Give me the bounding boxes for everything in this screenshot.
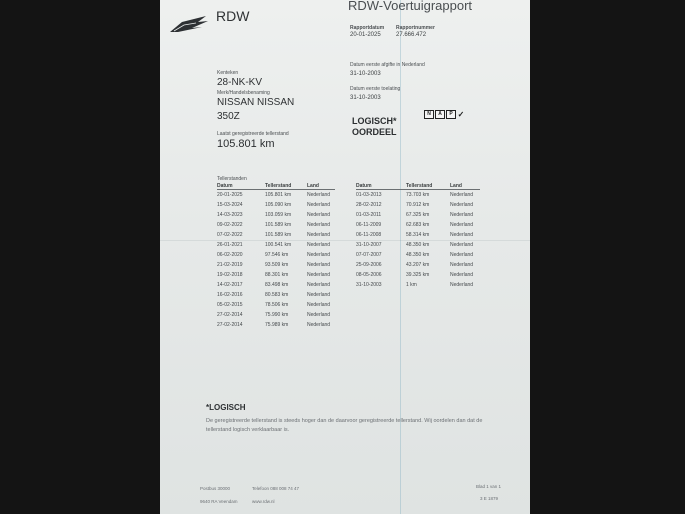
first-issue-label: Datum eerste afgifte in Nederland xyxy=(350,62,425,68)
row-odometer: 88.301 km xyxy=(265,272,289,278)
table-row xyxy=(217,280,335,290)
row-date: 15-03-2024 xyxy=(217,202,243,208)
footnote-title: *LOGISCH xyxy=(206,403,246,412)
table-row xyxy=(217,240,335,250)
model-value: 350Z xyxy=(217,111,240,122)
nap-letter-a: A xyxy=(435,110,445,119)
table-row xyxy=(356,250,480,260)
row-date: 27-02-2014 xyxy=(217,312,243,318)
row-country: Nederland xyxy=(307,272,331,278)
row-country: Nederland xyxy=(307,312,331,318)
row-date: 31-10-2003 xyxy=(356,282,382,288)
row-country: Nederland xyxy=(307,262,331,268)
row-country: Nederland xyxy=(450,272,474,278)
verdict xyxy=(352,116,397,138)
row-odometer: 43.207 km xyxy=(406,262,430,268)
table-row xyxy=(356,190,480,201)
row-country: Nederland xyxy=(450,222,474,228)
row-date: 14-02-2017 xyxy=(217,282,243,288)
table-row xyxy=(217,310,335,320)
plate-value: 28-NK-KV xyxy=(217,77,263,88)
row-date: 07-07-2007 xyxy=(356,252,382,258)
row-country: Nederland xyxy=(307,202,331,208)
table-row xyxy=(356,260,480,270)
plate-label: Kenteken xyxy=(217,70,239,76)
row-date: 05-02-2015 xyxy=(217,302,243,308)
first-admission-date: 31-10-2003 xyxy=(350,95,381,101)
col-datum: Datum xyxy=(217,182,265,190)
table-row xyxy=(356,210,480,220)
row-odometer: 93.509 km xyxy=(265,262,289,268)
odometer-table-right xyxy=(356,182,480,290)
row-date: 06-02-2020 xyxy=(217,252,243,258)
document-title: RDW-Voertuigrapport xyxy=(348,0,473,13)
odometer-history-label: Tellerstanden xyxy=(217,176,247,182)
footer-address: 9640 RA Veendam xyxy=(200,499,238,504)
odometer-label: Laatst geregistreerde tellerstand xyxy=(217,131,289,137)
row-country: Nederland xyxy=(450,242,474,248)
row-date: 31-10-2007 xyxy=(356,242,382,248)
row-country: Nederland xyxy=(307,232,331,238)
row-date: 08-05-2006 xyxy=(356,272,382,278)
first-issue-date: 31-10-2003 xyxy=(350,71,381,77)
col-tellerstand: Tellerstand xyxy=(406,182,450,190)
nap-letter-n: N xyxy=(424,110,434,119)
row-odometer: 39.325 km xyxy=(406,272,430,278)
row-odometer: 75.989 km xyxy=(265,322,289,328)
row-odometer: 48.350 km xyxy=(406,242,430,248)
row-country: Nederland xyxy=(307,212,331,218)
row-country: Nederland xyxy=(307,242,331,248)
table-row xyxy=(217,220,335,230)
row-odometer: 75.990 km xyxy=(265,312,289,318)
table-row xyxy=(356,280,480,290)
row-date: 14-03-2023 xyxy=(217,212,243,218)
verdict-line-1: LOGISCH* xyxy=(352,116,397,126)
table-row xyxy=(217,300,335,310)
footer-website: www.rdw.nl xyxy=(252,499,275,504)
nap-letter-p: P xyxy=(446,110,456,119)
row-date: 01-03-2011 xyxy=(356,212,382,218)
report-number: 27.666.472 xyxy=(396,32,427,38)
row-country: Nederland xyxy=(307,302,331,308)
report-date: 20-01-2025 xyxy=(350,32,381,38)
row-date: 19-02-2018 xyxy=(217,272,243,278)
table-row xyxy=(217,320,335,330)
row-country: Nederland xyxy=(307,252,331,258)
row-odometer: 48.350 km xyxy=(406,252,430,258)
nap-badge xyxy=(424,110,465,119)
row-country: Nederland xyxy=(307,222,331,228)
table-row xyxy=(217,290,335,300)
col-datum: Datum xyxy=(356,182,406,190)
odometer-value: 105.801 km xyxy=(217,138,275,150)
table-row xyxy=(217,260,335,270)
row-country: Nederland xyxy=(450,192,474,198)
row-date: 16-02-2016 xyxy=(217,292,243,298)
row-country: Nederland xyxy=(450,282,474,288)
row-country: Nederland xyxy=(450,202,474,208)
row-odometer: 83.498 km xyxy=(265,282,289,288)
brand-name: RDW xyxy=(216,8,250,24)
col-land: Land xyxy=(450,182,480,190)
footnote-text: De geregistreerde tellerstand is steeds hoger dan de daarvoor geregistreerde tellerstand. Wij oordelen dan dat de tellerstand logisch verklaarbaar is. xyxy=(206,418,483,433)
row-country: Nederland xyxy=(307,322,331,328)
row-date: 25-09-2006 xyxy=(356,262,382,268)
table-row xyxy=(217,210,335,220)
row-odometer: 70.912 km xyxy=(406,202,430,208)
footer-code: 3 E 1879 xyxy=(480,496,499,501)
footer-page: Blad 1 van 1 xyxy=(476,484,502,489)
col-tellerstand: Tellerstand xyxy=(265,182,307,190)
table-row xyxy=(217,250,335,260)
row-country: Nederland xyxy=(307,282,331,288)
table-row xyxy=(217,230,335,240)
table-row xyxy=(356,270,480,280)
table-row xyxy=(356,240,480,250)
row-date: 06-11-2008 xyxy=(356,232,382,238)
check-icon: ✓ xyxy=(457,110,465,119)
row-odometer: 105.090 km xyxy=(265,202,292,208)
row-date: 27-02-2014 xyxy=(217,322,243,328)
make-value: NISSAN NISSAN xyxy=(217,97,295,108)
report-page xyxy=(160,0,530,514)
row-country: Nederland xyxy=(450,252,474,258)
row-date: 01-03-2013 xyxy=(356,192,382,198)
row-odometer: 97.546 km xyxy=(265,252,289,258)
table-row xyxy=(217,200,335,210)
row-date: 26-01-2021 xyxy=(217,242,243,248)
verdict-line-2: OORDEEL xyxy=(352,127,397,137)
table-row xyxy=(356,200,480,210)
rdw-logo-icon xyxy=(168,12,210,39)
row-odometer: 105.801 km xyxy=(265,192,292,198)
row-date: 20-01-2025 xyxy=(217,192,243,198)
footer-postbus: Postbus 30000 xyxy=(200,486,231,491)
report-number-label: Rapportnummer xyxy=(396,25,435,31)
row-odometer: 80.583 km xyxy=(265,292,289,298)
row-odometer: 62.683 km xyxy=(406,222,430,228)
row-country: Nederland xyxy=(450,262,474,268)
make-label: Merk/Handelsbenaming xyxy=(217,90,270,96)
row-date: 06-11-2009 xyxy=(356,222,382,228)
row-date: 07-02-2022 xyxy=(217,232,243,238)
row-country: Nederland xyxy=(450,232,474,238)
row-odometer: 78.506 km xyxy=(265,302,289,308)
row-odometer: 101.589 km xyxy=(265,232,292,238)
row-odometer: 58.314 km xyxy=(406,232,430,238)
row-odometer: 101.589 km xyxy=(265,222,292,228)
row-odometer: 1 km xyxy=(406,282,417,288)
row-date: 28-02-2012 xyxy=(356,202,382,208)
table-row xyxy=(356,220,480,230)
row-date: 09-02-2022 xyxy=(217,222,243,228)
row-odometer: 103.059 km xyxy=(265,212,292,218)
table-row xyxy=(217,270,335,280)
table-row xyxy=(217,190,335,201)
row-country: Nederland xyxy=(307,292,331,298)
row-date: 21-02-2019 xyxy=(217,262,243,268)
first-admission-label: Datum eerste toelating xyxy=(350,86,401,92)
footer-phone: Telefoon 088 008 74 47 xyxy=(252,486,300,491)
row-odometer: 67.325 km xyxy=(406,212,430,218)
col-land: Land xyxy=(307,182,335,190)
table-row xyxy=(356,230,480,240)
row-country: Nederland xyxy=(450,212,474,218)
row-odometer: 100.541 km xyxy=(265,242,292,248)
report-date-label: Rapportdatum xyxy=(350,25,385,31)
row-odometer: 73.703 km xyxy=(406,192,430,198)
odometer-table-left xyxy=(217,182,335,330)
row-country: Nederland xyxy=(307,192,331,198)
